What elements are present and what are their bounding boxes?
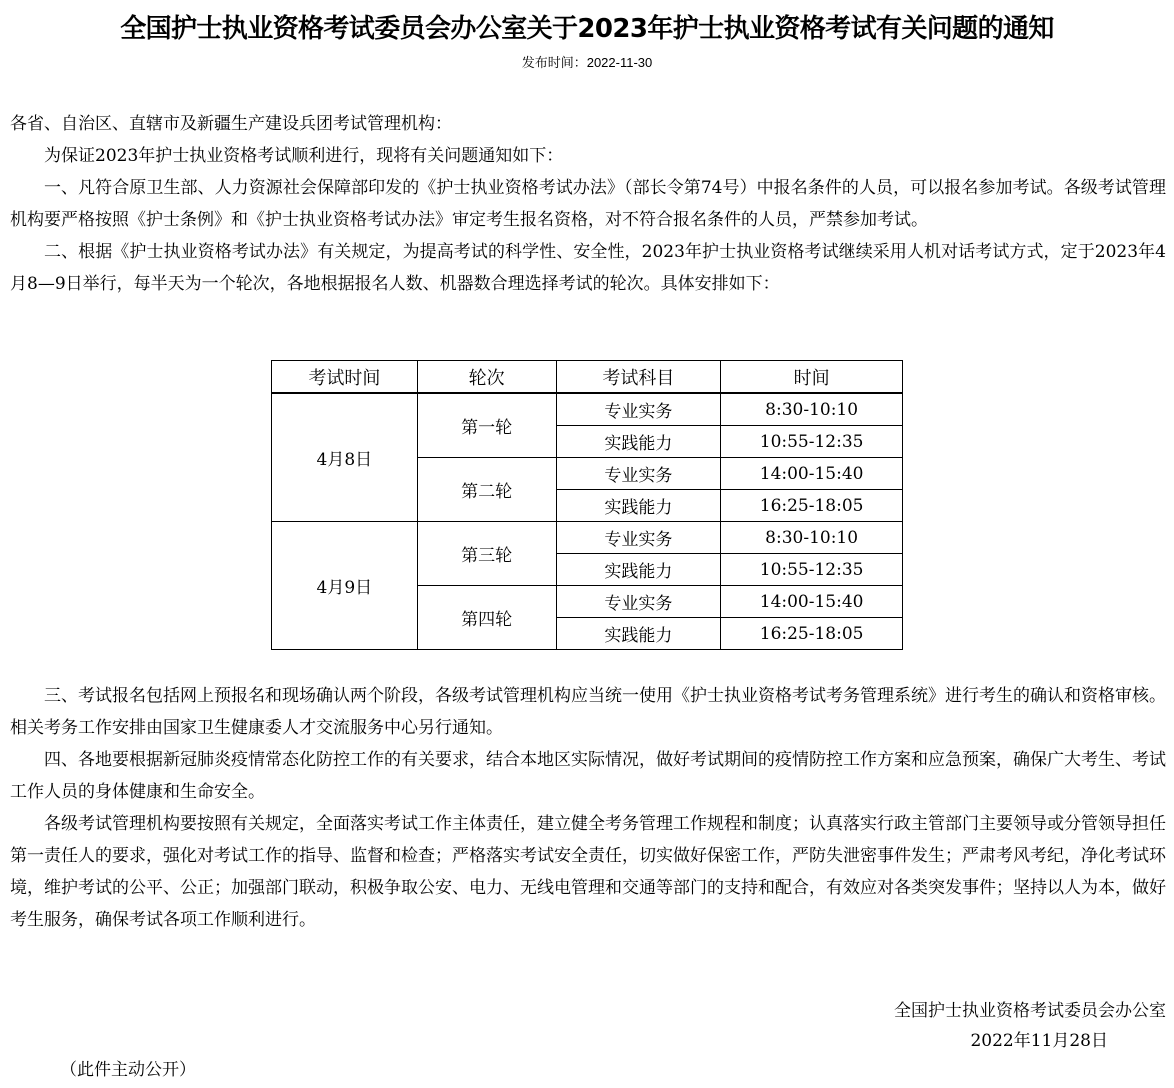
subject-cell: 实践能力 bbox=[556, 426, 721, 458]
round-cell: 第一轮 bbox=[417, 393, 556, 458]
subject-cell: 实践能力 bbox=[556, 554, 721, 586]
notice-body bbox=[10, 108, 1166, 300]
subject-cell: 实践能力 bbox=[556, 490, 721, 522]
date-cell: 4月9日 bbox=[272, 522, 418, 650]
paragraph-2: 二、根据《护士执业资格考试办法》有关规定，为提高考试的科学性、安全性，2023年护士执业资格考试继续采用人机对话考试方式，定于2023年4月8—9日举行，每半天为一个轮次，各地根据报名人数、机器数合理选择考试的轮次。具体安排如下： bbox=[10, 242, 1166, 294]
time-cell: 16:25-18:05 bbox=[721, 618, 903, 650]
round-cell: 第三轮 bbox=[417, 522, 556, 586]
time-cell: 8:30-10:10 bbox=[721, 393, 903, 426]
subject-cell: 专业实务 bbox=[556, 393, 721, 426]
subject-cell: 专业实务 bbox=[556, 586, 721, 618]
notice-body-continued bbox=[10, 680, 1166, 936]
signature-block bbox=[894, 996, 1166, 1056]
header-exam-date: 考试时间 bbox=[272, 361, 418, 394]
page-title: 全国护士执业资格考试委员会办公室关于2023年护士执业资格考试有关问题的通知 bbox=[120, 14, 1054, 44]
salutation: 各省、自治区、直辖市及新疆生产建设兵团考试管理机构： bbox=[10, 114, 452, 134]
time-cell: 14:00-15:40 bbox=[721, 458, 903, 490]
header-round: 轮次 bbox=[417, 361, 556, 394]
table-header-row bbox=[272, 361, 903, 394]
header-subject: 考试科目 bbox=[556, 361, 721, 394]
header-time: 时间 bbox=[721, 361, 903, 394]
date-cell: 4月8日 bbox=[272, 393, 418, 522]
table-row bbox=[272, 522, 903, 554]
exam-schedule-table bbox=[271, 360, 903, 650]
paragraph-3: 三、考试报名包括网上预报名和现场确认两个阶段，各级考试管理机构应当统一使用《护士执业资格考试考务管理系统》进行考生的确认和资格审核。相关考务工作安排由国家卫生健康委人才交流服务中心另行通知。 bbox=[10, 686, 1166, 738]
disclosure-note: （此件主动公开） bbox=[60, 1060, 196, 1080]
time-cell: 10:55-12:35 bbox=[721, 426, 903, 458]
paragraph-1: 一、凡符合原卫生部、人力资源社会保障部印发的《护士执业资格考试办法》（部长令第74号）中报名条件的人员，可以报名参加考试。各级考试管理机构要严格按照《护士条例》和《护士执业资格考试办法》审定考生报名资格，对不符合报名条件的人员，严禁参加考试。 bbox=[10, 178, 1166, 230]
subject-cell: 专业实务 bbox=[556, 458, 721, 490]
subject-cell: 实践能力 bbox=[556, 618, 721, 650]
subject-cell: 专业实务 bbox=[556, 522, 721, 554]
signature-date: 2022年11月28日 bbox=[970, 1031, 1108, 1051]
table-row bbox=[272, 393, 903, 426]
time-cell: 14:00-15:40 bbox=[721, 586, 903, 618]
intro-paragraph: 为保证2023年护士执业资格考试顺利进行，现将有关问题通知如下： bbox=[44, 146, 564, 166]
time-cell: 16:25-18:05 bbox=[721, 490, 903, 522]
time-cell: 10:55-12:35 bbox=[721, 554, 903, 586]
paragraph-4: 四、各地要根据新冠肺炎疫情常态化防控工作的有关要求，结合本地区实际情况，做好考试期间的疫情防控工作方案和应急预案，确保广大考生、考试工作人员的身体健康和生命安全。 bbox=[10, 750, 1166, 802]
time-cell: 8:30-10:10 bbox=[721, 522, 903, 554]
round-cell: 第四轮 bbox=[417, 586, 556, 650]
round-cell: 第二轮 bbox=[417, 458, 556, 522]
signature-org: 全国护士执业资格考试委员会办公室 bbox=[894, 1001, 1166, 1021]
paragraph-5: 各级考试管理机构要按照有关规定，全面落实考试工作主体责任，建立健全考务管理工作规程和制度；认真落实行政主管部门主要领导或分管领导担任第一责任人的要求，强化对考试工作的指导、监督和检查；严格落实考试安全责任，切实做好保密工作，严防失泄密事件发生；严肃考风考纪，净化考试环境，维护考试的公平、公正；加强部门联动，积极争取公安、电力、无线电管理和交通等部门的支持和配合，有效应对各类突发事件；坚持以人为本，做好考生服务，确保考试各项工作顺利进行。 bbox=[10, 814, 1166, 930]
publish-date: 发布时间：2022-11-30 bbox=[521, 55, 653, 70]
